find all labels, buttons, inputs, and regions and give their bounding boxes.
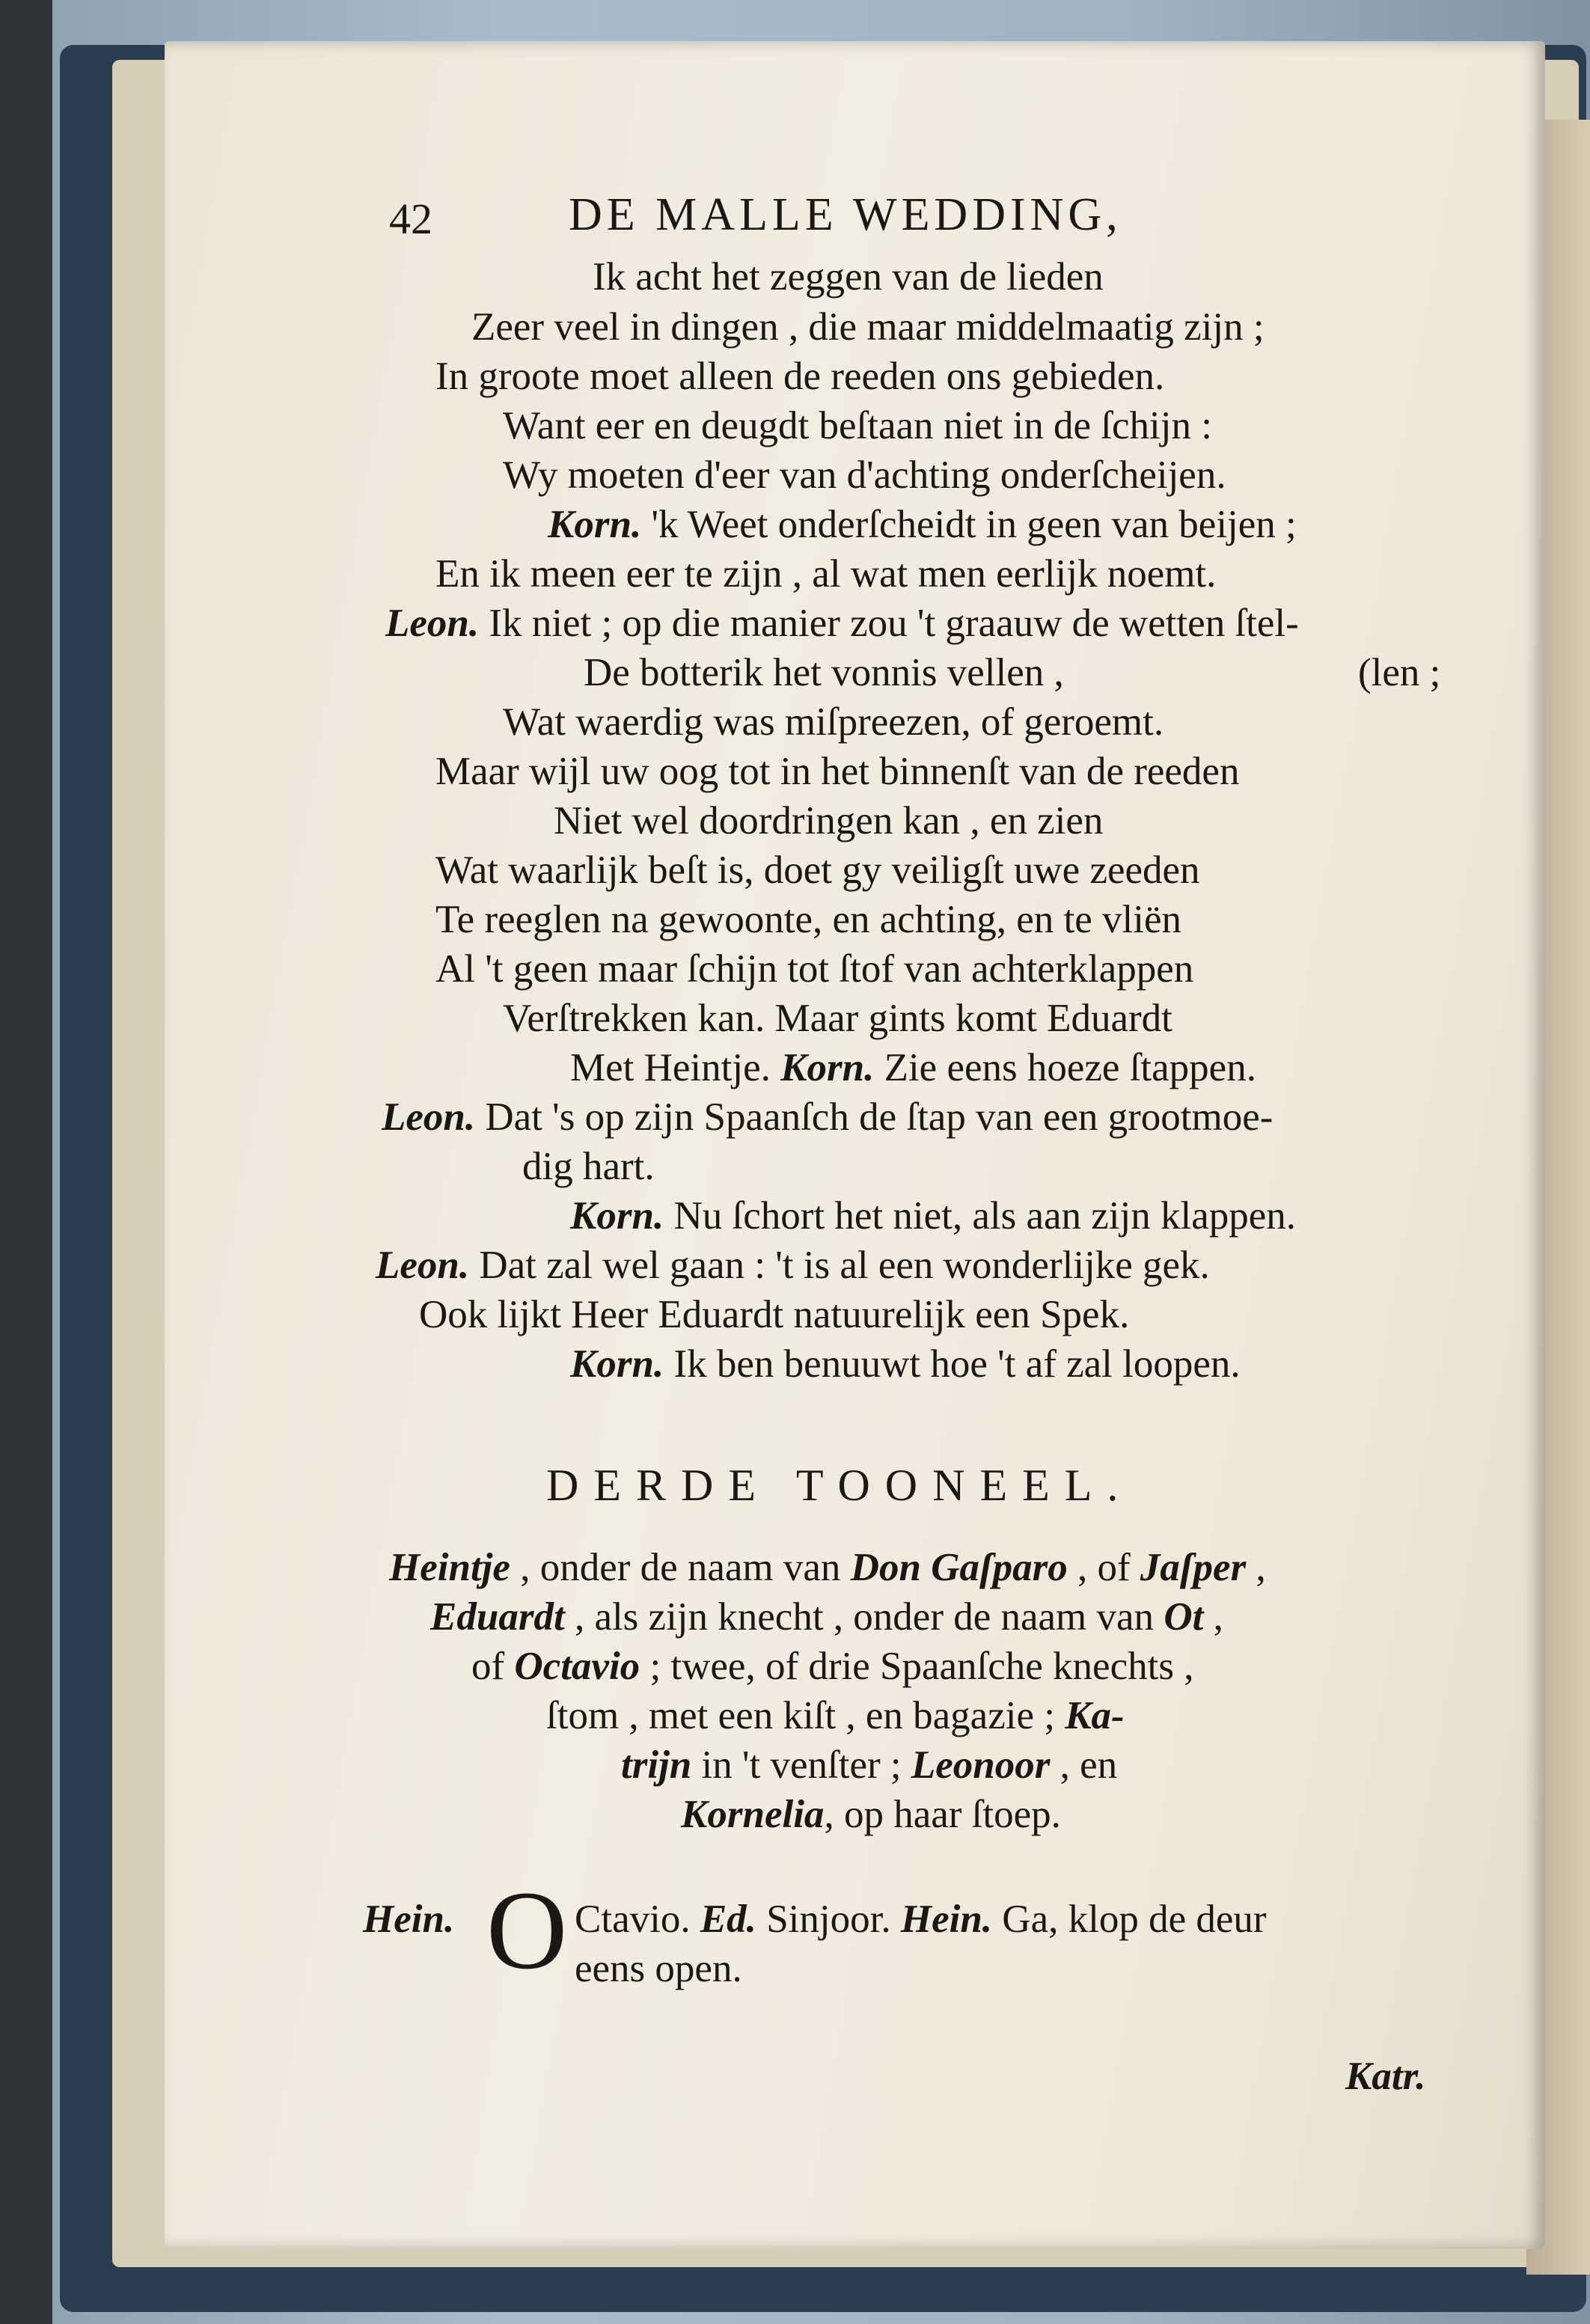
book-page: [165, 41, 1545, 2248]
cast-line: [621, 1743, 1117, 1788]
character-name: Eduardt: [430, 1595, 565, 1639]
verse-line: Al 't geen maar ſchijn tot ſtof van achterklappen: [435, 947, 1194, 991]
cast-text: , onder de naam van: [510, 1546, 851, 1589]
verse-text: Met Heintje.: [570, 1046, 771, 1089]
scene-title: DERDE TOONEEL.: [546, 1461, 1134, 1510]
character-name: Don Gaſparo: [850, 1546, 1068, 1589]
verse-line: Wat waerdig was miſpreezen, of geroemt.: [503, 700, 1164, 744]
character-name: Ot: [1164, 1595, 1204, 1639]
verse-line: [385, 601, 1299, 646]
dialogue-text: Ctavio.: [575, 1898, 691, 1941]
dialogue-line: [575, 1897, 1267, 1942]
speaker-label: Korn.: [570, 1342, 664, 1386]
cast-text: , als zijn knecht , onder de naam van: [564, 1595, 1164, 1639]
verse-text: Ik niet ; op die manier zou 't graauw de wetten ſtel-: [489, 602, 1299, 645]
cast-text: ,: [1246, 1546, 1266, 1589]
verse-text: Dat zal wel gaan : 't is al een wonderlijke gek.: [479, 1244, 1210, 1287]
verse-line: De botterik het vonnis vellen ,: [584, 651, 1064, 694]
catchword: Katr.: [1345, 2055, 1426, 2098]
cast-line: [430, 1594, 1223, 1639]
cast-line: [546, 1693, 1125, 1738]
speaker-label: Leon.: [385, 602, 480, 645]
page-number: 42: [389, 195, 432, 243]
verse-line: Zeer veel in dingen , die maar middelmaatig zijn ;: [471, 305, 1265, 349]
speaker-label: Hein.: [900, 1898, 993, 1941]
cast-text: in 't venſter ;: [691, 1743, 911, 1787]
speaker-label-text: Hein.: [363, 1898, 455, 1941]
verse-line: Ook lijkt Heer Eduardt natuurelijk een Spek.: [419, 1293, 1130, 1336]
character-name: Octavio: [514, 1645, 640, 1688]
verse-line: [570, 1045, 1256, 1090]
verse-line: In groote moet alleen de reeden ons gebieden.: [435, 355, 1165, 398]
speaker-label: Ed.: [700, 1898, 756, 1941]
verse-line: [376, 1243, 1210, 1288]
verse-line: Wat waarlijk beſt is, doet gy veiligſt uwe zeeden: [435, 848, 1200, 892]
speaker-label: [363, 1897, 454, 1942]
verse-text: Ik ben benuuwt hoe 't af zal loopen.: [673, 1342, 1241, 1386]
cast-text: ,: [1203, 1595, 1223, 1639]
verse-line: Te reeglen na gewoonte, en achting, en te vliën: [435, 898, 1181, 941]
verse-text: 'k Weet onderſcheidt in geen van beijen ;: [651, 503, 1297, 546]
cast-text: , en: [1050, 1743, 1118, 1787]
cast-line: [389, 1545, 1266, 1590]
verse-line: Maar wijl uw oog tot in het binnenſt van de reeden: [435, 750, 1240, 793]
character-name: Heintje: [389, 1546, 510, 1589]
speaker-label: Leon.: [376, 1244, 470, 1287]
speaker-label: Korn.: [548, 503, 642, 546]
character-name: Kornelia: [681, 1793, 825, 1836]
cast-text: ſtom , met een kiſt , en bagazie ;: [546, 1694, 1065, 1737]
verse-turnover: (len ;: [1358, 651, 1441, 694]
verse-line: [548, 502, 1297, 547]
character-name: Jaſper: [1140, 1546, 1247, 1589]
verse-line: Want eer en deugdt beſtaan niet in de ſchijn :: [503, 404, 1212, 447]
verse-line: [570, 1342, 1241, 1386]
dialogue-continuation: eens open.: [575, 1947, 742, 1990]
verse-line: [382, 1095, 1273, 1140]
character-name: trijn: [621, 1743, 692, 1787]
speaker-label: Leon.: [382, 1095, 476, 1139]
drop-cap: O: [486, 1868, 568, 1993]
verse-text: Dat 's op zijn Spaanſch de ſtap van een grootmoe-: [485, 1095, 1273, 1139]
character-name: Leonoor: [911, 1743, 1051, 1787]
cast-line: [471, 1644, 1193, 1689]
cast-text: ; twee, of drie Spaanſche knechts ,: [640, 1645, 1194, 1688]
verse-line: En ik meen eer te zijn , al wat men eerlijk noemt.: [435, 552, 1217, 596]
cast-line: [681, 1792, 1061, 1837]
verse-line: [570, 1193, 1296, 1238]
verse-text: Zie eens hoeze ſtappen.: [884, 1046, 1256, 1089]
cast-text: , op haar ſtoep.: [824, 1793, 1061, 1836]
running-title: DE MALLE WEDDING,: [569, 189, 1122, 240]
speaker-label: Korn.: [570, 1194, 664, 1238]
verse-line: dig hart.: [522, 1145, 655, 1188]
cast-text: , of: [1067, 1546, 1140, 1589]
cast-text: of: [471, 1645, 515, 1688]
dialogue-text: Sinjoor.: [766, 1898, 891, 1941]
verse-line: Verſtrekken kan. Maar gints komt Eduardt: [503, 997, 1172, 1040]
verse-line: Ik acht het zeggen van de lieden: [593, 255, 1104, 299]
verse-text: Nu ſchort het niet, als aan zijn klappen.: [673, 1194, 1296, 1238]
speaker-label: Korn.: [780, 1046, 875, 1089]
character-name: Ka-: [1065, 1694, 1125, 1737]
verse-line: Wy moeten d'eer van d'achting onderſcheijen.: [503, 453, 1226, 497]
dialogue-text: Ga, klop de deur: [1002, 1898, 1267, 1941]
verse-line: Niet wel doordringen kan , en zien: [554, 799, 1104, 843]
